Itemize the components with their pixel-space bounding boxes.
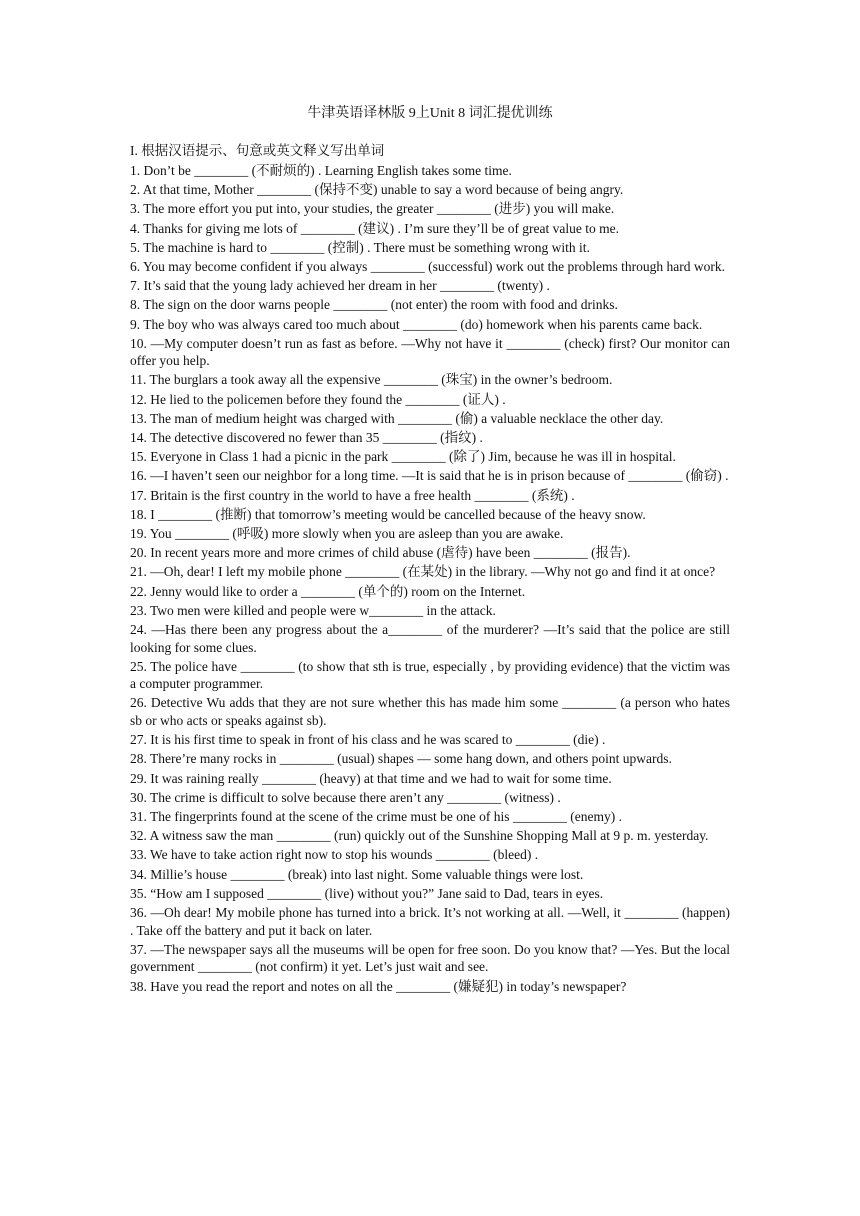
- question-item: 14. The detective discovered no fewer than 35 ________ (指纹) .: [130, 430, 483, 446]
- question-item: 28. There’re many rocks in ________ (usual) shapes — some hang down, and others point upwards.: [130, 751, 672, 767]
- question-item: 21. —Oh, dear! I left my mobile phone ________ (在某处) in the library. —Why not go and find it at once?: [130, 564, 716, 580]
- question-item: 25. The police have ________ (to show that sth is true, especially , by providing evidence) that the victim was a computer programmer.: [130, 658, 730, 692]
- question-item: 6. You may become confident if you always ________ (successful) work out the problems through hard work.: [130, 258, 726, 274]
- question-item: 1. Don’t be ________ (不耐烦的) . Learning English takes some time.: [130, 163, 512, 178]
- question-item: 31. The fingerprints found at the scene of the crime must be one of his ________ (enemy) .: [130, 809, 622, 824]
- question-item: 8. The sign on the door warns people ________ (not enter) the room with food and drinks.: [130, 297, 618, 313]
- question-item: 37. —The newspaper says all the museums will be open for free soon. Do you know that? —Yes. But the local government ________ (not confirm) it yet. Let’s just wait and see.: [130, 941, 730, 975]
- question-item: 12. He lied to the policemen before they found the ________ (证人) .: [130, 391, 506, 407]
- question-item: 2. At that time, Mother ________ (保持不变) unable to say a word because of being angry.: [130, 182, 624, 198]
- question-item: 33. We have to take action right now to stop his wounds ________ (bleed) .: [130, 847, 539, 863]
- question-item: 27. It is his first time to speak in front of his class and he was scared to ________ (die) .: [130, 732, 606, 748]
- question-item: 9. The boy who was always cared too much about ________ (do) homework when his parents came back.: [130, 316, 703, 332]
- question-item: 18. I ________ (推断) that tomorrow’s meeting would be cancelled because of the heavy snow.: [130, 506, 646, 522]
- question-item: 34. Millie’s house ________ (break) into last night. Some valuable things were lost.: [130, 866, 584, 882]
- question-item: 17. Britain is the first country in the world to have a free health ________ (系统) .: [130, 487, 575, 503]
- question-item: 13. The man of medium height was charged with ________ (偷) a valuable necklace the other day.: [130, 410, 664, 426]
- question-item: 7. It’s said that the young lady achieved her dream in her ________ (twenty) .: [130, 278, 550, 294]
- question-list: [130, 162, 730, 995]
- question-item: 26. Detective Wu adds that they are not sure whether this has made him some ________ (a person who hates sb or who acts or speaks against sb).: [130, 695, 730, 729]
- question-item: 32. A witness saw the man ________ (run) quickly out of the Sunshine Shopping Mall at 9 p. m. yesterday.: [130, 828, 709, 844]
- question-item: 20. In recent years more and more crimes of child abuse (虐待) have been ________ (报告).: [130, 545, 631, 561]
- question-item: 19. You ________ (呼吸) more slowly when you are asleep than you are awake.: [130, 525, 564, 541]
- question-item: 5. The machine is hard to ________ (控制) . There must be something wrong with it.: [130, 239, 590, 255]
- question-item: 16. —I haven’t seen our neighbor for a long time. —It is said that he is in prison because of ________ (偷窃) .: [130, 468, 729, 484]
- question-item: 36. —Oh dear! My mobile phone has turned into a brick. It’s not working at all. —Well, it ________ (happen) . Take off the battery and put it back on later.: [130, 904, 730, 938]
- question-item: 35. “How am I supposed ________ (live) without you?” Jane said to Dad, tears in eyes.: [130, 885, 604, 901]
- question-item: 3. The more effort you put into, your studies, the greater ________ (进步) you will make.: [130, 201, 615, 217]
- question-item: 4. Thanks for giving me lots of ________ (建议) . I’m sure they’ll be of great value to me.: [130, 220, 620, 236]
- question-item: 29. It was raining really ________ (heavy) at that time and we had to wait for some time.: [130, 770, 612, 786]
- section-heading: I. 根据汉语提示、句意或英文释义写出单词: [130, 143, 385, 158]
- question-item: 10. —My computer doesn’t run as fast as before. —Why not have it ________ (check) first? Our monitor can offer you help.: [130, 335, 730, 369]
- question-item: 22. Jenny would like to order a ________ (单个的) room on the Internet.: [130, 583, 526, 599]
- question-item: 38. Have you read the report and notes on all the ________ (嫌疑犯) in today’s newspaper?: [130, 978, 627, 994]
- question-item: 11. The burglars a took away all the expensive ________ (珠宝) in the owner’s bedroom.: [130, 372, 613, 388]
- worksheet-page: [130, 104, 730, 997]
- question-item: 15. Everyone in Class 1 had a picnic in the park ________ (除了) Jim, because he was ill in hospital.: [130, 449, 676, 465]
- document-title: 牛津英语译林版 9上Unit 8 词汇提优训练: [307, 106, 553, 121]
- question-item: 24. —Has there been any progress about the a________ of the murderer? —It’s said that the police are still looking for some clues.: [130, 621, 730, 655]
- question-item: 23. Two men were killed and people were w________ in the attack.: [130, 602, 496, 618]
- question-item: 30. The crime is difficult to solve because there aren’t any ________ (witness) .: [130, 789, 561, 805]
